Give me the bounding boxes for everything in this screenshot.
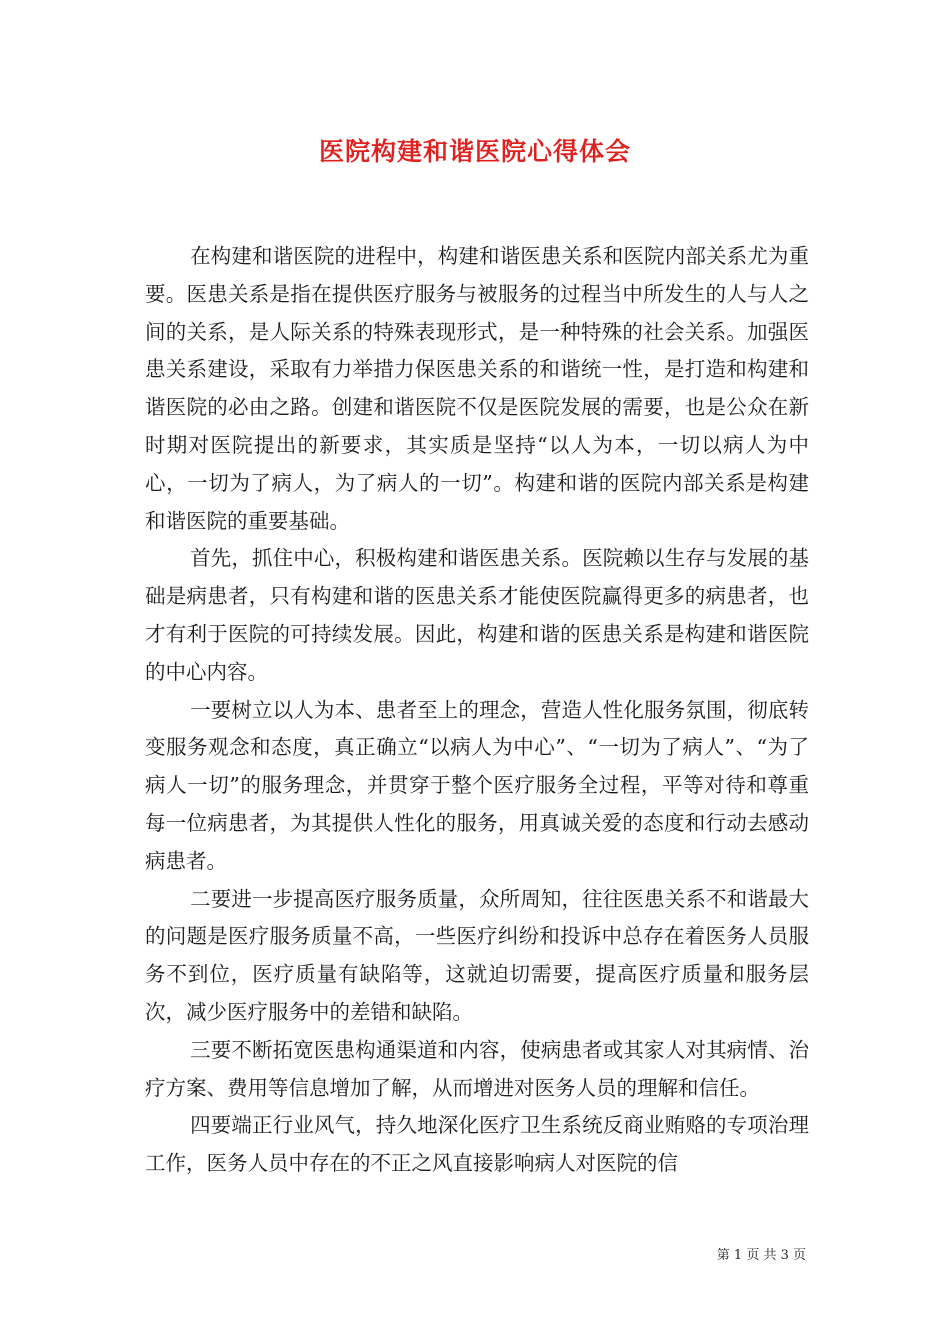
document-title: 医院构建和谐医院心得体会 (318, 137, 631, 166)
paragraph: 一要树立以人为本、患者至上的理念，营造人性化服务氛围，彻底转变服务观念和态度，真正确立“以病人为中心”、“一切为了病人”、“为了病人一切”的服务理念，并贯穿于整个医疗服务全过程，平等对待和尊重每一位病患者，为其提供人性化的服务，用真诚关爱的态度和行动去感动病患者。 (145, 697, 809, 873)
paragraph: 三要不断拓宽医患构通渠道和内容，使病患者或其家人对其病情、治疗方案、费用等信息增加了解，从而增进对医务人员的理解和信任。 (145, 1037, 809, 1100)
page-number-footer: 第 1 页 共 3 页 (716, 1248, 806, 1263)
paragraph: 二要进一步提高医疗服务质量，众所周知，往往医患关系不和谐最大的问题是医疗服务质量不高，一些医疗纠纷和投诉中总存在着医务人员服务不到位，医疗质量有缺陷等，这就迫切需要，提高医疗质量和服务层次，减少医疗服务中的差错和缺陷。 (145, 886, 809, 1024)
paragraph: 四要端正行业风气，持久地深化医疗卫生系统反商业贿赂的专项治理工作，医务人员中存在的不正之风直接影响病人对医院的信 (145, 1113, 809, 1176)
document-body (145, 238, 809, 1183)
paragraph: 在构建和谐医院的进程中，构建和谐医患关系和医院内部关系尤为重要。医患关系是指在提供医疗服务与被服务的过程当中所发生的人与人之间的关系，是人际关系的特殊表现形式，是一种特殊的社会关系。加强医患关系建设，采取有力举措力保医患关系的和谐统一性，是打造和构建和谐医院的必由之路。创建和谐医院不仅是医院发展的需要，也是公众在新时期对医院提出的新要求，其实质是坚持“以人为本，一切以病人为中心，一切为了病人，为了病人的一切”。构建和谐的医院内部关系是构建和谐医院的重要基础。 (145, 244, 809, 533)
paragraph: 首先，抓住中心，积极构建和谐医患关系。医院赖以生存与发展的基础是病患者，只有构建和谐的医患关系才能使医院赢得更多的病患者，也才有利于医院的可持续发展。因此，构建和谐的医患关系是构建和谐医院的中心内容。 (145, 546, 809, 684)
